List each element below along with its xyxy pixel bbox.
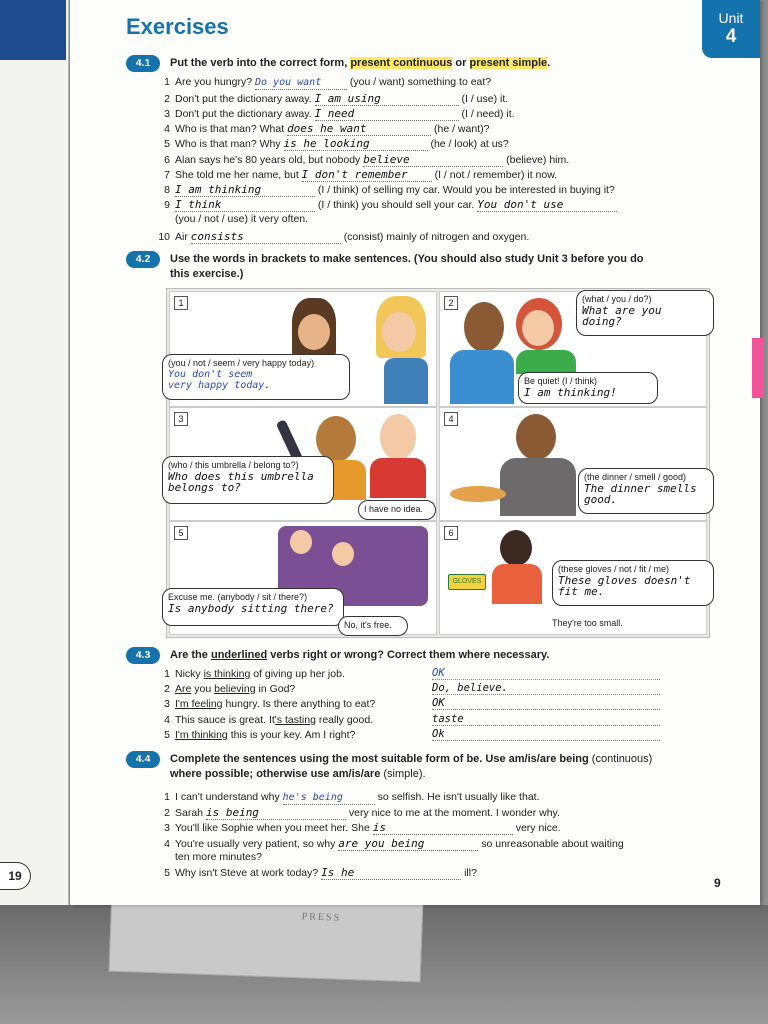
answer-field[interactable]: I am using xyxy=(315,92,459,106)
ex41-item-7: 7 She told me her name, but I don't remember (I / not / remember) it now. xyxy=(164,168,558,181)
ex44-item-2: 2 Sarah is being very nice to me at the moment. I wonder why. xyxy=(164,806,560,819)
left-unit-tab xyxy=(0,0,66,60)
ex43-answer-4[interactable]: taste xyxy=(432,713,660,726)
answer-field[interactable]: I think xyxy=(175,198,315,212)
answer-field[interactable]: consists xyxy=(191,230,341,244)
exercise-badge-4-3: 4.3 xyxy=(126,647,160,664)
exercise-4-4-instruction: Complete the sentences using the most suitable form of be. Use am/is/are being (continuous) where possible; otherwise use am/is/are (simple). xyxy=(170,753,653,780)
dinner-plate xyxy=(450,486,506,502)
woman-orange-top xyxy=(492,564,542,604)
gloves-sign: GLOVES xyxy=(448,574,486,590)
speech-bubble-2-reply xyxy=(518,372,658,404)
answer-field[interactable]: he's being xyxy=(283,791,375,805)
panel-6-caption: They're too small. xyxy=(552,618,623,628)
answer-field[interactable]: Is he xyxy=(321,866,461,880)
unit-tab xyxy=(702,0,760,58)
bubble-answer-line-2[interactable]: fit me. xyxy=(558,585,605,598)
ex43-item-1: 1 Nicky is thinking of giving up her job. xyxy=(164,668,345,680)
instruction-line: this exercise.) xyxy=(170,268,244,280)
page-number: 9 xyxy=(714,876,721,890)
answer-field[interactable]: is xyxy=(373,821,513,835)
answer-field[interactable]: believe xyxy=(363,153,503,167)
panel-number: 1 xyxy=(174,296,188,310)
page-title: Exercises xyxy=(126,14,229,39)
pink-sticky-tab xyxy=(752,338,764,398)
bubble-prompt: Be quiet! (I / think) xyxy=(524,376,598,386)
ex43-answer-3[interactable]: OK xyxy=(432,697,660,710)
woman-face xyxy=(298,314,330,350)
thinking-man-shirt xyxy=(450,350,514,404)
man-shirt xyxy=(384,358,428,404)
instruction-line: Use the words in brackets to make sentences. (You should also study Unit 3 before you do xyxy=(170,253,644,265)
panel-number: 5 xyxy=(174,526,188,540)
exercise-badge-4-2: 4.2 xyxy=(126,251,160,268)
ex44-item-5: 5 Why isn't Steve at work today? Is he ill? xyxy=(164,866,477,879)
unit-number: 4 xyxy=(725,26,737,47)
instruction-highlight-simple: present simple xyxy=(469,57,548,69)
ex41-item-4: 4 Who is that man? What does he want (he / want)? xyxy=(164,122,490,135)
exercise-4-2-instruction xyxy=(170,252,644,282)
picture-panel-2 xyxy=(439,291,707,407)
ex44-item-1: 1 I can't understand why he's being so selfish. He isn't usually like that. xyxy=(164,791,540,803)
speech-bubble-1 xyxy=(162,354,350,400)
ex41-item-3: 3 Don't put the dictionary away. I need (I / need) it. xyxy=(164,107,515,120)
bubble-prompt: Excuse me. (anybody / sit / there?) xyxy=(168,592,308,602)
left-page-edge xyxy=(0,0,69,905)
person-head xyxy=(290,530,312,554)
answer-field[interactable]: I am thinking xyxy=(175,183,315,197)
speech-bubble-2 xyxy=(576,290,714,336)
man-head xyxy=(380,414,416,460)
underlying-paper-text: PRESS xyxy=(301,911,342,924)
ex41-item-10: 10 Air consists (consist) mainly of nitrogen and oxygen. xyxy=(158,230,530,243)
ex41-item-2: 2 Don't put the dictionary away. I am using (I / use) it. xyxy=(164,92,509,105)
answer-field[interactable]: I need xyxy=(315,107,459,121)
ex44-item-4-cont: ten more minutes? xyxy=(175,851,262,863)
answer-field[interactable]: are you being xyxy=(338,837,478,851)
bubble-answer[interactable]: I am thinking! xyxy=(524,386,617,399)
ex41-item-5: 5 Who is that man? Why is he looking (he / look) at us? xyxy=(164,137,509,150)
bubble-answer-line-1[interactable]: Who does this umbrella xyxy=(168,470,314,483)
speech-bubble-3-reply: I have no idea. xyxy=(358,500,436,520)
ex41-item-1: 1 Are you hungry? Do you want (you / want) something to eat? xyxy=(164,76,492,88)
woman-green-top xyxy=(516,350,576,374)
answer-field[interactable]: I don't remember xyxy=(302,168,432,182)
woman-head xyxy=(500,530,532,566)
bubble-answer-line-2[interactable]: doing? xyxy=(582,315,622,328)
instruction-text: or xyxy=(452,57,470,69)
picture-panel-5 xyxy=(169,521,437,635)
bubble-answer-line-2[interactable]: very happy today. xyxy=(168,380,271,391)
ex41-item-9-cont: (you / not / use) it very often. xyxy=(175,213,309,225)
bubble-answer-line-2[interactable]: good. xyxy=(584,493,618,506)
bubble-answer-line-1[interactable]: The dinner smells xyxy=(584,482,697,495)
speech-bubble-5-reply: No, it's free. xyxy=(338,616,408,636)
ex43-item-2: 2 Are you believing in God? xyxy=(164,683,296,695)
workbook-page xyxy=(70,0,760,905)
bubble-prompt: (who / this umbrella / belong to?) xyxy=(168,460,299,470)
unit-label: Unit xyxy=(718,10,744,26)
ex41-item-8: 8 I am thinking (I / think) of selling my car. Would you be interested in buying it? xyxy=(164,183,615,196)
ex43-item-4: 4 This sauce is great. It's tasting really good. xyxy=(164,714,374,726)
ex41-item-9: 9 I think (I / think) you should sell your car. You don't use xyxy=(156,198,617,212)
man-face xyxy=(382,312,416,352)
ex44-item-4: 4 You're usually very patient, so why are you being so unreasonable about waiting xyxy=(164,837,624,850)
bubble-answer[interactable]: Is anybody sitting there? xyxy=(168,602,334,615)
picture-grid xyxy=(166,288,710,638)
person-head xyxy=(332,542,354,566)
panel-number: 6 xyxy=(444,526,458,540)
man-head xyxy=(516,414,556,460)
woman-face xyxy=(522,310,554,346)
ex43-answer-1[interactable]: OK xyxy=(432,667,660,680)
answer-field[interactable]: is he looking xyxy=(284,137,428,151)
ex43-item-5: 5 I'm thinking this is your key. Am I right? xyxy=(164,729,356,741)
panel-number: 4 xyxy=(444,412,458,426)
exercise-badge-4-4: 4.4 xyxy=(126,751,160,768)
ex43-item-3: 3 I'm feeling hungry. Is there anything to eat? xyxy=(164,698,376,710)
answer-field[interactable]: You don't use xyxy=(477,198,617,212)
instruction-text: Are the xyxy=(170,649,211,661)
bubble-prompt: (what / you / do?) xyxy=(582,294,652,304)
panel-number: 3 xyxy=(174,412,188,426)
ex41-item-6: 6 Alan says he's 80 years old, but nobody believe (believe) him. xyxy=(164,153,570,166)
thinking-man-head xyxy=(464,302,504,352)
answer-field[interactable]: is being xyxy=(206,806,346,820)
speech-bubble-3 xyxy=(162,456,334,504)
bubble-prompt: (these gloves / not / fit / me) xyxy=(558,564,670,574)
instruction-underlined: underlined xyxy=(210,649,268,661)
exercise-4-1-instruction xyxy=(170,56,550,71)
ex43-answer-5[interactable]: Ok xyxy=(432,728,660,741)
speech-bubble-5 xyxy=(162,588,344,626)
picture-panel-4 xyxy=(439,407,707,521)
speech-bubble-6 xyxy=(552,560,714,606)
man-suit xyxy=(500,458,576,516)
instruction-text: . xyxy=(547,57,551,69)
panel-number: 2 xyxy=(444,296,458,310)
ex44-item-3: 3 You'll like Sophie when you meet her. She is very nice. xyxy=(164,821,561,834)
picture-panel-3 xyxy=(169,407,437,521)
bubble-answer-line-1[interactable]: You don't seem xyxy=(168,369,253,380)
left-page-number: 19 xyxy=(0,862,31,890)
man-red-shirt xyxy=(370,458,426,498)
answer-field[interactable]: Do you want xyxy=(255,76,347,90)
bubble-answer-line-2[interactable]: belongs to? xyxy=(168,481,241,494)
instruction-text: verbs right or wrong? Correct them where necessary. xyxy=(267,649,550,661)
ex43-answer-2[interactable]: Do, believe. xyxy=(432,682,660,695)
picture-panel-1 xyxy=(169,291,437,407)
bubble-answer-line-1[interactable]: These gloves doesn't xyxy=(558,574,691,587)
exercise-4-3-instruction xyxy=(170,648,549,663)
answer-field[interactable]: does he want xyxy=(287,122,431,136)
instruction-highlight-continuous: present continuous xyxy=(350,57,453,69)
bubble-answer-line-1[interactable]: What are you xyxy=(582,304,662,317)
bubble-prompt: (you / not / seem / very happy today) xyxy=(168,358,315,368)
exercise-badge-4-1: 4.1 xyxy=(126,55,160,72)
instruction-text: Put the verb into the correct form, xyxy=(170,57,351,69)
picture-panel-6 xyxy=(439,521,707,635)
speech-bubble-4 xyxy=(578,468,714,514)
bubble-prompt: (the dinner / smell / good) xyxy=(584,472,687,482)
